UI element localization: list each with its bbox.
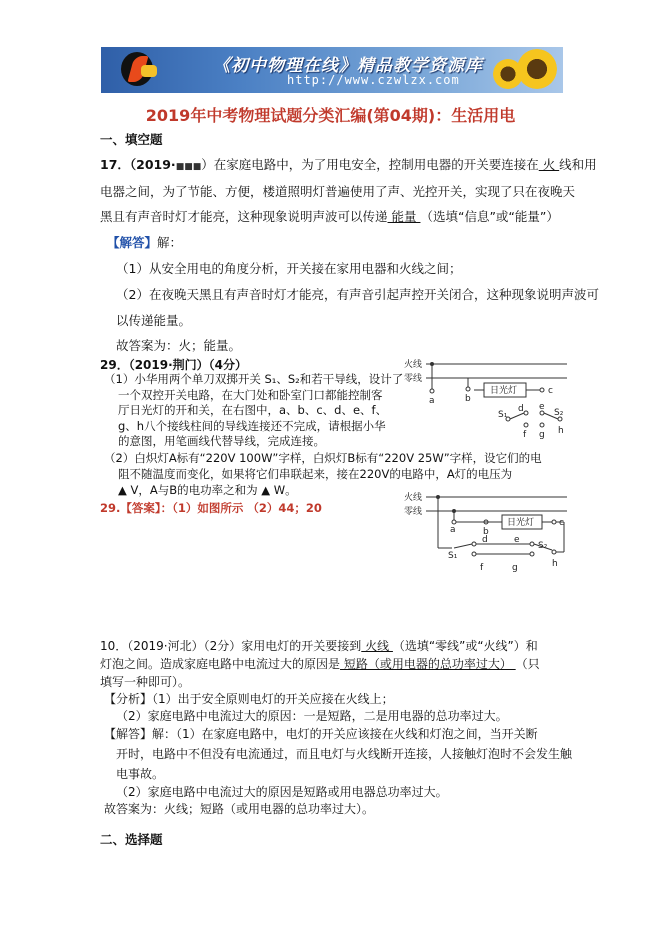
q10-solution-1: 【解答】解：（1）在家庭电路中，电灯的开关应该接在火线和灯泡之间，当开关断 — [104, 727, 538, 741]
terminal-a — [452, 520, 456, 524]
answer-tail: 解： — [157, 235, 183, 250]
q10-blank-1: 火线 — [361, 639, 393, 653]
terminal-label-b: b — [483, 527, 489, 537]
terminal-c — [552, 520, 556, 524]
terminal-label-h: h — [558, 426, 564, 436]
q10-line3: 填写一种即可）。 — [100, 675, 191, 689]
q29-p1-line: g、h八个接线柱间的导线连接还不完成，请根据小华 — [118, 418, 386, 433]
terminal-c — [540, 388, 544, 392]
q29-p2-line: 阻不随温度而变化，如果将它们串联起来，接在220V的电路中，A灯的电压为 — [118, 467, 513, 481]
q10-text: 灯泡之间。造成家庭电路中电流过大的原因是 — [100, 657, 341, 671]
q10-solution-3: 电事故。 — [116, 767, 165, 781]
terminal-label-g: g — [539, 430, 545, 440]
switch-s1-blade — [454, 544, 472, 548]
q17-line2: 电器之间，为了节能、方便，楼道照明灯普遍使用了声、光控开关，实现了只在夜晚天 — [100, 184, 576, 199]
terminal-label-d: d — [482, 535, 488, 545]
neutral-wire-label: 零线 — [404, 507, 423, 517]
terminal-dot — [436, 495, 440, 499]
terminal-label-a: a — [450, 525, 456, 535]
terminal-g — [530, 552, 534, 556]
q10-solution-2: 开时，电路中不但没有电流通过，而且电灯与火线断开连接，人接触灯泡时不会发生触 — [116, 747, 573, 761]
q29-p1-line: 的意图，用笔画线代替导线，完成连接。 — [118, 434, 325, 448]
q17-source: ■■■ — [175, 162, 202, 172]
terminal-label-e: e — [539, 402, 545, 412]
terminal-label-d: d — [518, 404, 524, 414]
q29-heading: 29．（2019·荆门）（4分） — [100, 358, 248, 372]
switch-s2-label: S₂ — [554, 408, 564, 418]
live-wire-label: 火线 — [404, 360, 423, 370]
banner-url[interactable]: http://www.czwlzx.com — [287, 73, 460, 87]
switch-s1-label: S₁ — [448, 551, 458, 561]
q17-text: 线和用 — [559, 157, 597, 172]
circuit-diagram-question — [402, 355, 572, 445]
q17-line3 — [100, 207, 559, 225]
terminal-g — [540, 423, 544, 427]
q17-text: ）在家庭电路中，为了用电安全，控制用电器的开关要连接在 — [201, 157, 539, 172]
terminal-label-c: c — [559, 518, 564, 528]
q29-p2-line: ▲ V，A与B的电功率之和为 ▲ W。 — [118, 483, 297, 497]
terminal-label-c: c — [548, 386, 553, 396]
q10-analysis: 【分析】（1）出于安全原则电灯的开关应接在火线上； — [104, 692, 394, 706]
q17-final: 故答案为：火；能量。 — [116, 338, 242, 353]
terminal-label-h: h — [552, 559, 558, 569]
switch-s1-blade — [510, 413, 524, 419]
q10-analysis-2: （2）家庭电路中电流过大的原因：一是短路，二是用电器的总功率过大。 — [116, 709, 508, 723]
q10-text: 10．（2019·河北）（2分）家用电灯的开关要接到 — [100, 639, 362, 653]
terminal-b — [466, 387, 470, 391]
sunflower-icon — [517, 49, 557, 89]
terminal-f — [524, 423, 528, 427]
banner-title: 《初中物理在线》精品教学资源库 — [213, 56, 483, 76]
q17-answer-1: （1）从安全用电的角度分析，开关接在家用电器和火线之间； — [116, 261, 462, 276]
q17-blank-2: 能量 — [387, 209, 421, 224]
sunflower-icon — [493, 59, 523, 89]
terminal-a — [430, 389, 434, 393]
q17-text: 黑且有声音时灯才能亮，这种现象说明声波可以传递 — [100, 209, 388, 224]
q17-blank-1: 火 — [538, 157, 560, 172]
q17-answer-3: 以传递能量。 — [116, 313, 192, 328]
q29-p1-line: 厅日光灯的开和关，在右图中，a、b、c、d、e、f、 — [118, 403, 388, 417]
q29-answer: 29.【答案】：（1）如图所示 （2）44；20 — [100, 501, 322, 515]
q10-text: （选填“零线”或“火线”）和 — [392, 639, 538, 653]
terminal-label-f: f — [480, 563, 484, 573]
q10-line2 — [100, 655, 540, 672]
terminal-label-g: g — [512, 563, 518, 573]
q17-answer-2: （2）在夜晚天黑且有声音时灯才能亮，有声音引起声控开关闭合，这种现象说明声波可 — [116, 287, 599, 302]
terminal-label-e: e — [514, 535, 520, 545]
terminal-label-f: f — [523, 430, 527, 440]
section-heading: 二、选择题 — [100, 832, 163, 847]
header-banner — [101, 47, 563, 93]
switch-s2-label: S₂ — [538, 541, 548, 551]
q10-line1 — [100, 637, 538, 654]
q29-p1-line: 一个双控开关电路，在大门处和卧室门口都能控制客 — [118, 387, 383, 402]
terminal-f — [472, 552, 476, 556]
switch-s1-label: S₁ — [498, 410, 508, 420]
q17-text: （选填“信息”或“能量”） — [420, 209, 559, 224]
lamp-label: 日光灯 — [490, 386, 518, 396]
live-wire-label: 火线 — [404, 493, 423, 503]
q17-number: 17．（2019· — [100, 157, 176, 172]
q10-final: 故答案为：火线；短路（或用电器的总功率过大）。 — [104, 802, 375, 816]
q10-text: （只 — [515, 657, 540, 671]
neutral-wire-label: 零线 — [404, 374, 423, 384]
answer-tag: 【解答】 — [107, 235, 158, 250]
terminal-label-b: b — [465, 394, 471, 404]
terminal-dot — [452, 509, 456, 513]
q10-solution-4: （2）家庭电路中电流过大的原因是短路或用电器总功率过大。 — [116, 785, 448, 799]
q17-answer-label — [107, 233, 182, 251]
terminal-e — [530, 542, 534, 546]
circuit-diagram-answer — [402, 488, 572, 580]
q17-line1 — [100, 155, 597, 173]
q29-p1-line: （1）小华用两个单刀双掷开关 S₁、S₂和若干导线，设计了 — [104, 372, 404, 386]
terminal-label-a: a — [429, 396, 435, 406]
q29-p2-line: （2）白炽灯A标有“220V 100W”字样，白炽灯B标有“220V 25W”字样，设它们的电 — [104, 451, 542, 465]
terminal-d — [472, 542, 476, 546]
q10-blank-2: 短路（或用电器的总功率过大） — [340, 657, 516, 671]
document-title: 2019年中考物理试题分类汇编(第04期)：生活用电 — [145, 106, 516, 125]
terminal-dot — [524, 411, 528, 415]
lamp-label: 日光灯 — [507, 518, 535, 528]
terminal-h — [552, 550, 556, 554]
logo-accent-icon — [141, 65, 157, 77]
q29-part1 — [104, 372, 403, 450]
section-heading: 一、填空题 — [100, 132, 163, 147]
